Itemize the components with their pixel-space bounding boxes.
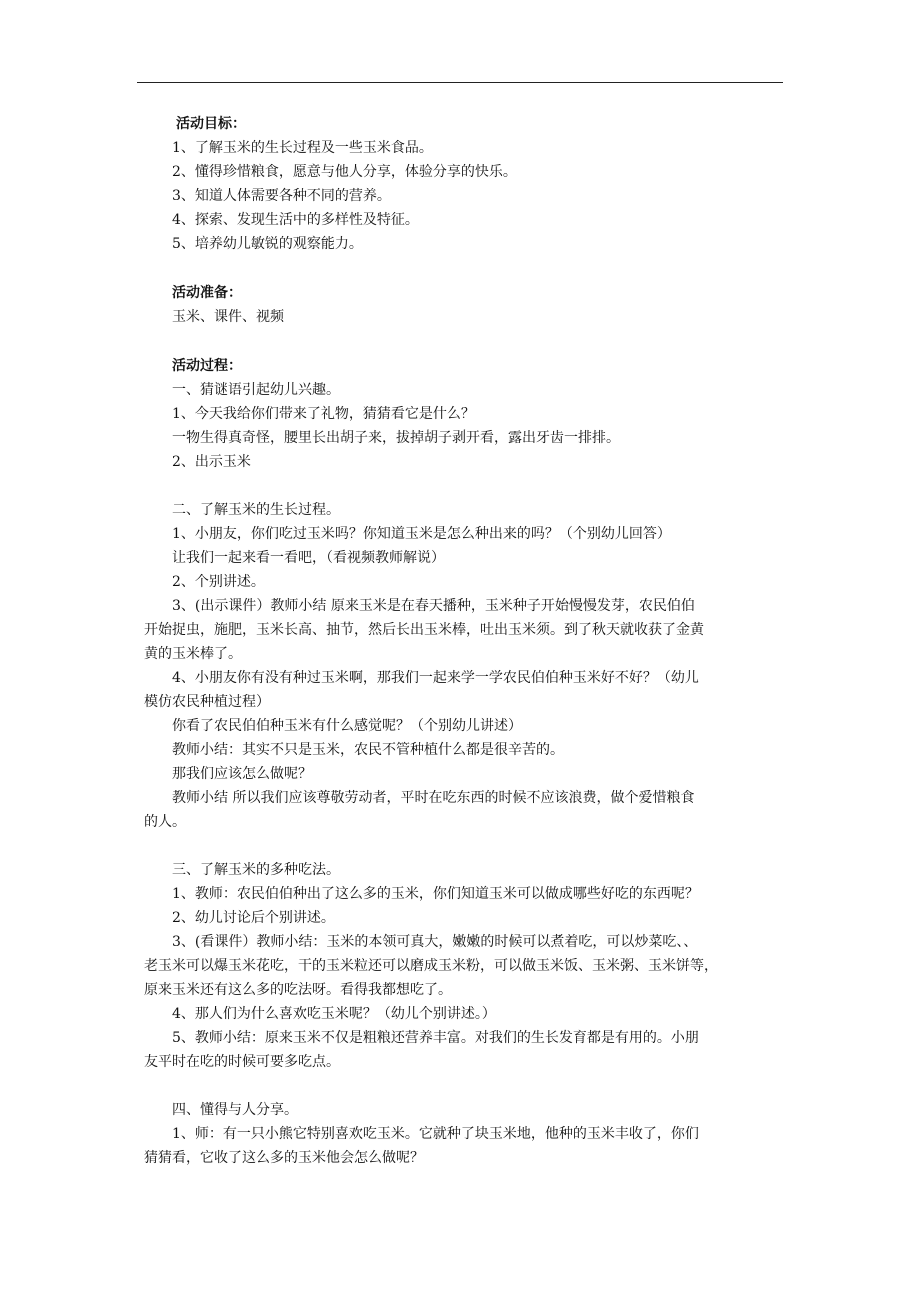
paragraph-line: 老玉米可以爆玉米花吃，干的玉米粒还可以磨成玉米粉，可以做玉米饭、玉米粥、玉米饼等，	[144, 958, 718, 974]
section-title: 一、猜谜语引起幼儿兴趣。	[172, 382, 340, 398]
section-title: 四、懂得与人分享。	[172, 1102, 298, 1118]
paragraph-line: 2、出示玉米	[172, 454, 251, 470]
paragraph-line: 3、(看课件）教师小结：玉米的本领可真大，嫩嫩的时候可以煮着吃，可以炒菜吃、、	[172, 934, 698, 950]
paragraph-line: 友平时在吃的时候可要多吃点。	[144, 1054, 340, 1070]
paragraph-line: 4、小朋友你有没有种过玉米啊，那我们一起来学一学农民伯伯种玉米好不好？（幼儿	[172, 670, 699, 686]
paragraph-line: 开始捉虫，施肥，玉米长高、抽节，然后长出玉米棒，吐出玉米须。到了秋天就收获了金黄	[144, 622, 704, 638]
paragraph-line: 3、(出示课件）教师小结 原来玉米是在春天播种，玉米种子开始慢慢发芽，农民伯伯	[172, 598, 695, 614]
paragraph-line: 2、个别讲述。	[172, 574, 265, 590]
paragraph-line: 1、今天我给你们带来了礼物，猜猜看它是什么？	[172, 406, 475, 422]
paragraph-line: 5、教师小结：原来玉米不仅是粗粮还营养丰富。对我们的生长发育都是有用的。小朋	[172, 1030, 699, 1046]
goal-item: 3、知道人体需要各种不同的营养。	[172, 188, 391, 204]
paragraph-line: 那我们应该怎么做呢？	[172, 766, 312, 782]
prep-text: 玉米、课件、视频	[172, 309, 284, 325]
paragraph-line: 2、幼儿讨论后个别讲述。	[172, 910, 335, 926]
prep-heading: 活动准备：	[172, 285, 242, 301]
paragraph-line: 教师小结 所以我们应该尊敬劳动者，平时在吃东西的时候不应该浪费，做个爱惜粮食	[172, 790, 695, 806]
paragraph-line: 4、那人们为什么喜欢吃玉米呢？（幼儿个别讲述。）	[172, 1006, 496, 1022]
section-title: 二、了解玉米的生长过程。	[172, 502, 340, 518]
process-heading: 活动过程：	[172, 358, 242, 374]
paragraph-line: 教师小结：其实不只是玉米，农民不管种植什么都是很辛苦的。	[172, 742, 564, 758]
section-title: 三、了解玉米的多种吃法。	[172, 862, 340, 878]
paragraph-line: 的人。	[144, 814, 186, 830]
paragraph-line: 1、师：有一只小熊它特别喜欢吃玉米。它就种了块玉米地，他种的玉米丰收了，你们	[172, 1126, 699, 1142]
goal-item: 2、懂得珍惜粮食，愿意与他人分享，体验分享的快乐。	[172, 164, 517, 180]
paragraph-line: 模仿农民种植过程）	[144, 694, 270, 710]
goal-item: 1、了解玉米的生长过程及一些玉米食品。	[172, 140, 433, 156]
paragraph-line: 猜猜看，它收了这么多的玉米他会怎么做呢？	[144, 1150, 424, 1166]
paragraph-line: 黄的玉米棒了。	[144, 646, 242, 662]
paragraph-line: 你看了农民伯伯种玉米有什么感觉呢？（个别幼儿讲述）	[172, 718, 522, 734]
paragraph-line: 一物生得真奇怪，腰里长出胡子来，拔掉胡子剥开看，露出牙齿一排排。	[172, 430, 620, 446]
header-rule	[137, 82, 783, 83]
goals-heading: 活动目标：	[176, 116, 246, 132]
goal-item: 5、培养幼儿敏锐的观察能力。	[172, 236, 363, 252]
goal-item: 4、探索、发现生活中的多样性及特征。	[172, 212, 419, 228]
paragraph-line: 让我们一起来看一看吧，（看视频教师解说）	[172, 550, 445, 566]
paragraph-line: 1、小朋友，你们吃过玉米吗？你知道玉米是怎么种出来的吗？（个别幼儿回答）	[172, 526, 671, 542]
paragraph-line: 原来玉米还有这么多的吃法呀。看得我都想吃了。	[144, 982, 452, 998]
paragraph-line: 1、教师：农民伯伯种出了这么多的玉米，你们知道玉米可以做成哪些好吃的东西呢？	[172, 886, 699, 902]
